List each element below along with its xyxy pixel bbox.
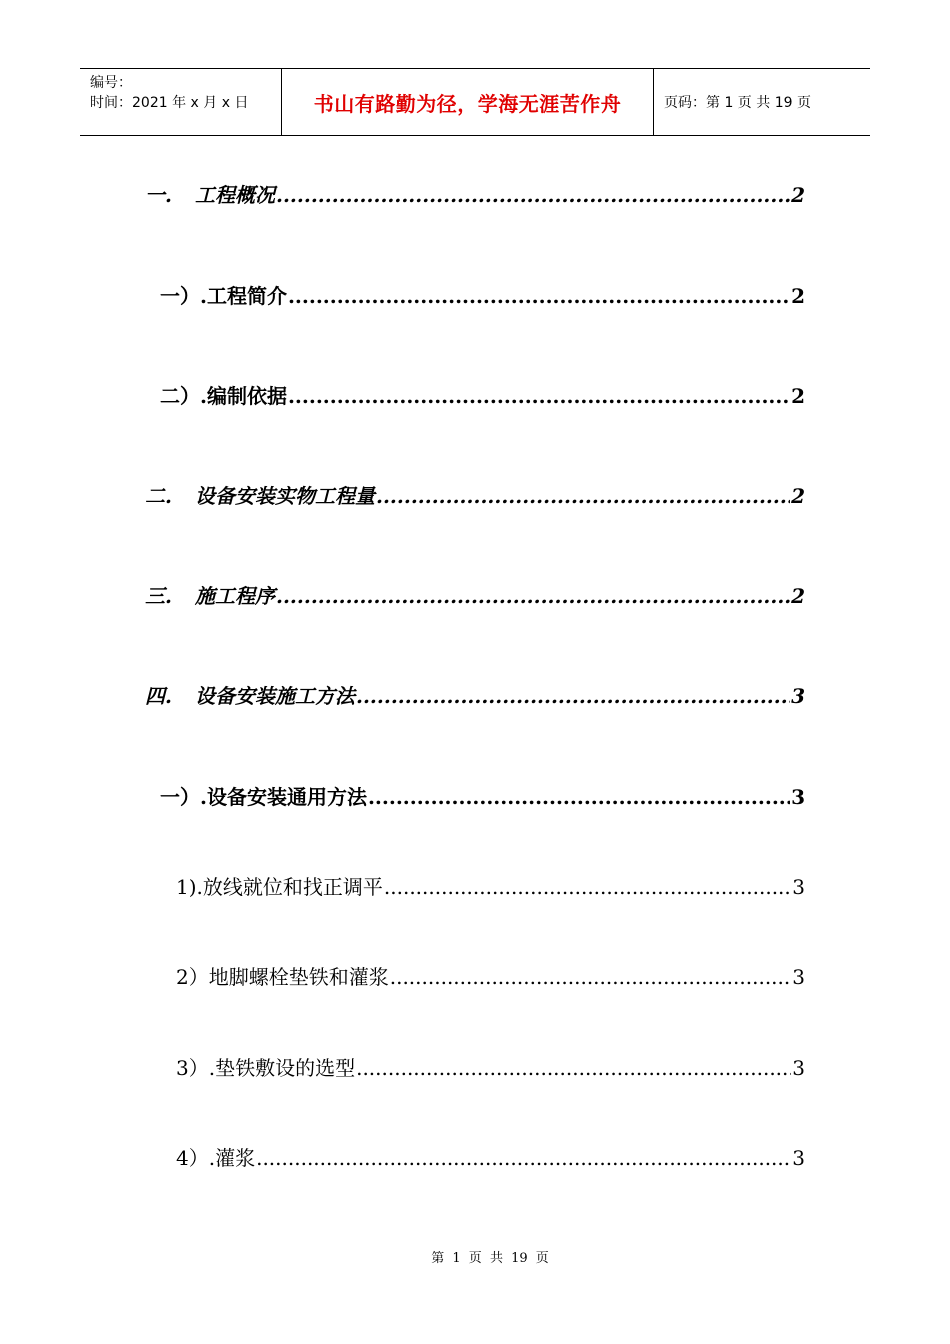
page-header xyxy=(80,68,870,136)
footer-page-number: 1 xyxy=(452,1251,461,1266)
toc-entry-title: 设备安装施工方法 xyxy=(195,684,355,708)
header-motto-cell xyxy=(282,69,654,135)
toc-entry-title: 3）.垫铁敷设的选型 xyxy=(176,1056,356,1080)
toc-leader-dots xyxy=(384,875,791,899)
toc-leader-dots xyxy=(288,284,790,308)
footer-di: 第 xyxy=(431,1251,445,1266)
toc-leader-dots xyxy=(390,965,792,989)
toc-entry-9[interactable] xyxy=(176,961,805,990)
toc-entry-page: 3 xyxy=(792,1146,805,1170)
toc-entry-title: 1).放线就位和找正调平 xyxy=(176,875,383,899)
toc-entry-page: 3 xyxy=(792,1056,805,1080)
footer-total-pages: 19 xyxy=(511,1251,528,1266)
toc-entry-2[interactable] xyxy=(160,280,805,309)
toc-leader-dots xyxy=(288,384,790,408)
toc-entry-page: 3 xyxy=(792,875,805,899)
toc-entry-page: 2 xyxy=(791,584,805,608)
header-meta xyxy=(80,69,282,135)
toc-leader-dots xyxy=(368,785,790,809)
toc-leader-dots xyxy=(256,1146,791,1170)
toc-leader-dots xyxy=(356,1056,791,1080)
page-footer xyxy=(0,1247,950,1266)
toc-leader-dots xyxy=(356,684,790,708)
toc-leader-dots xyxy=(376,484,790,508)
toc-entry-6[interactable] xyxy=(145,680,805,709)
toc-entry-number: 一. xyxy=(145,183,172,207)
toc-entry-page: 3 xyxy=(791,785,805,809)
toc-leader-dots xyxy=(276,183,790,207)
toc-entry-8[interactable] xyxy=(176,871,805,900)
toc-entry-page: 2 xyxy=(791,384,805,408)
footer-ye2: 页 xyxy=(535,1251,549,1266)
header-time-label: 时间：2021 年 x 月 x 日 xyxy=(90,95,249,111)
toc-entry-title: 施工程序 xyxy=(195,584,275,608)
toc-entry-title: 2）地脚螺栓垫铁和灌浆 xyxy=(176,965,389,989)
toc-entry-page: 2 xyxy=(791,484,805,508)
toc-entry-title: 工程概况 xyxy=(195,183,275,207)
toc-entry-page: 2 xyxy=(791,183,805,207)
toc-entry-5[interactable] xyxy=(145,580,805,609)
header-motto: 书山有路勤为径，学海无涯苦作舟 xyxy=(313,91,622,116)
toc-entry-4[interactable] xyxy=(145,480,805,509)
toc-entry-number: 二. xyxy=(145,484,172,508)
toc-entry-title: 设备安装实物工程量 xyxy=(195,484,375,508)
toc-entry-page: 3 xyxy=(792,965,805,989)
footer-ye: 页 xyxy=(468,1251,482,1266)
toc-entry-title: 一）.设备安装通用方法 xyxy=(160,785,367,809)
header-number-label: 编号： xyxy=(90,75,132,91)
toc-entry-title: 一）.工程简介 xyxy=(160,284,287,308)
toc-entry-1[interactable] xyxy=(145,179,805,208)
toc-entry-page: 2 xyxy=(791,284,805,308)
footer-gong: 共 xyxy=(489,1251,503,1266)
toc-entry-page: 3 xyxy=(791,684,805,708)
header-page-info: 页码：第 1 页 共 19 页 xyxy=(664,95,811,111)
toc-entry-number: 四. xyxy=(145,684,172,708)
toc-leader-dots xyxy=(276,584,790,608)
toc-entry-title: 二）.编制依据 xyxy=(160,384,287,408)
toc-entry-7[interactable] xyxy=(160,781,805,810)
toc-entry-10[interactable] xyxy=(176,1052,805,1081)
toc-entry-11[interactable] xyxy=(176,1142,805,1171)
toc-entry-number: 三. xyxy=(145,584,172,608)
toc-entry-3[interactable] xyxy=(160,380,805,409)
toc-entry-title: 4）.灌浆 xyxy=(176,1146,256,1170)
